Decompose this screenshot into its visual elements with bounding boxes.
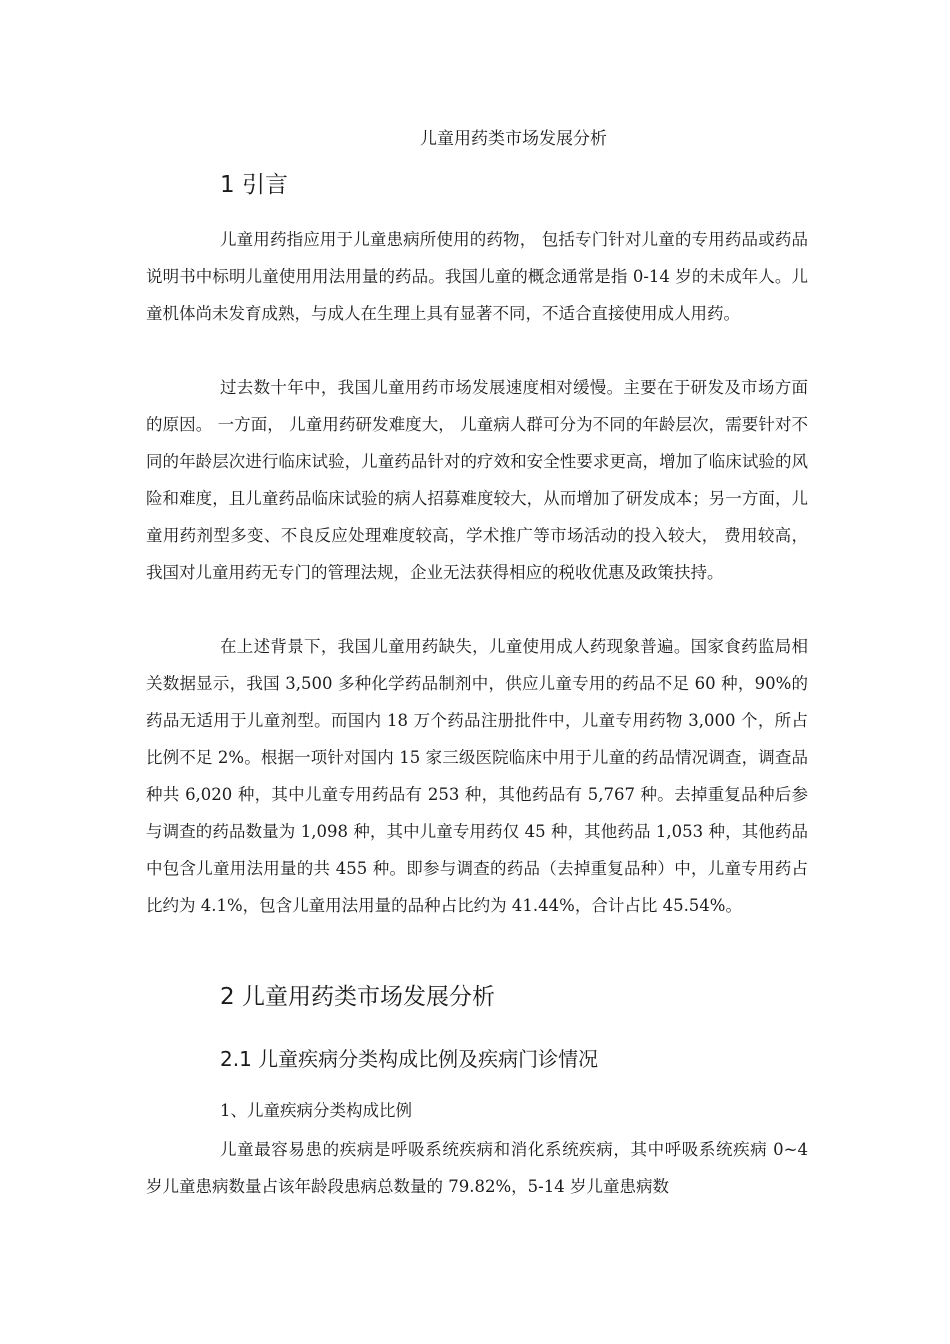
section-1-paragraph-3: 在上述背景下，我国儿童用药缺失，儿童使用成人药现象普遍。国家食药监局相关数据显示，我国 3,500 多种化学药品制剂中，供应儿童专用的药品不足 60 种，90%的药品无适用于儿童剂型。而国内 18 万个药品注册批件中，儿童专用药物 3,000 个，所占比例不足 2%。根据一项针对国内 15 家三级医院临床中用于儿童的药品情况调查，调查品种共 6,020 种，其中儿童专用药品有 253 种，其他药品有 5,767 种。去掉重复品种后参与调查的药品数量为 1,098 种，其中儿童专用药仅 45 种，其他药品 1,053 种，其他药品中包含儿童用法用量的共 455 种。即参与调查的药品（去掉重复品种）中，儿童专用药占比约为 4.1%，包含儿童用法用量的品种占比约为 41.44%，合计占比 45.54%。 [146,637,808,915]
section-1-heading: 1 引言 [220,172,288,198]
section-1-paragraph-1: 儿童用药指应用于儿童患病所使用的药物， 包括专门针对儿童的专用药品或药品说明书中标明儿童使用用法用量的药品。我国儿童的概念通常是指 0-14 岁的未成年人。儿童机体尚未发育成熟，与成人在生理上具有显著不同，不适合直接使用成人用药。 [146,230,808,323]
section-1-paragraph-2: 过去数十年中，我国儿童用药市场发展速度相对缓慢。主要在于研发及市场方面的原因。 一方面， 儿童用药研发难度大， 儿童病人群可分为不同的年龄层次，需要针对不同的年龄层次进行临床试验，儿童药品针对的疗效和安全性要求更高，增加了临床试验的风险和难度，且儿童药品临床试验的病人招募难度较大，从而增加了研发成本；另一方面，儿童用药剂型多变、不良反应处理难度较高，学术推广等市场活动的投入较大， 费用较高， 我国对儿童用药无专门的管理法规，企业无法获得相应的税收优惠及政策扶持。 [146,378,808,582]
document-title: 儿童用药类市场发展分析 [420,129,607,149]
list-item-label: 1、儿童疾病分类构成比例 [220,1101,412,1120]
section-2-heading: 2 儿童用药类市场发展分析 [220,984,495,1010]
subsection-2-1-heading: 2.1 儿童疾病分类构成比例及疾病门诊情况 [220,1047,599,1071]
subsection-2-1-paragraph: 儿童最容易患的疾病是呼吸系统疾病和消化系统疾病，其中呼吸系统疾病 0~4 岁儿童患病数量占该年龄段患病总数量的 79.82%，5-14 岁儿童患病数 [146,1140,808,1196]
